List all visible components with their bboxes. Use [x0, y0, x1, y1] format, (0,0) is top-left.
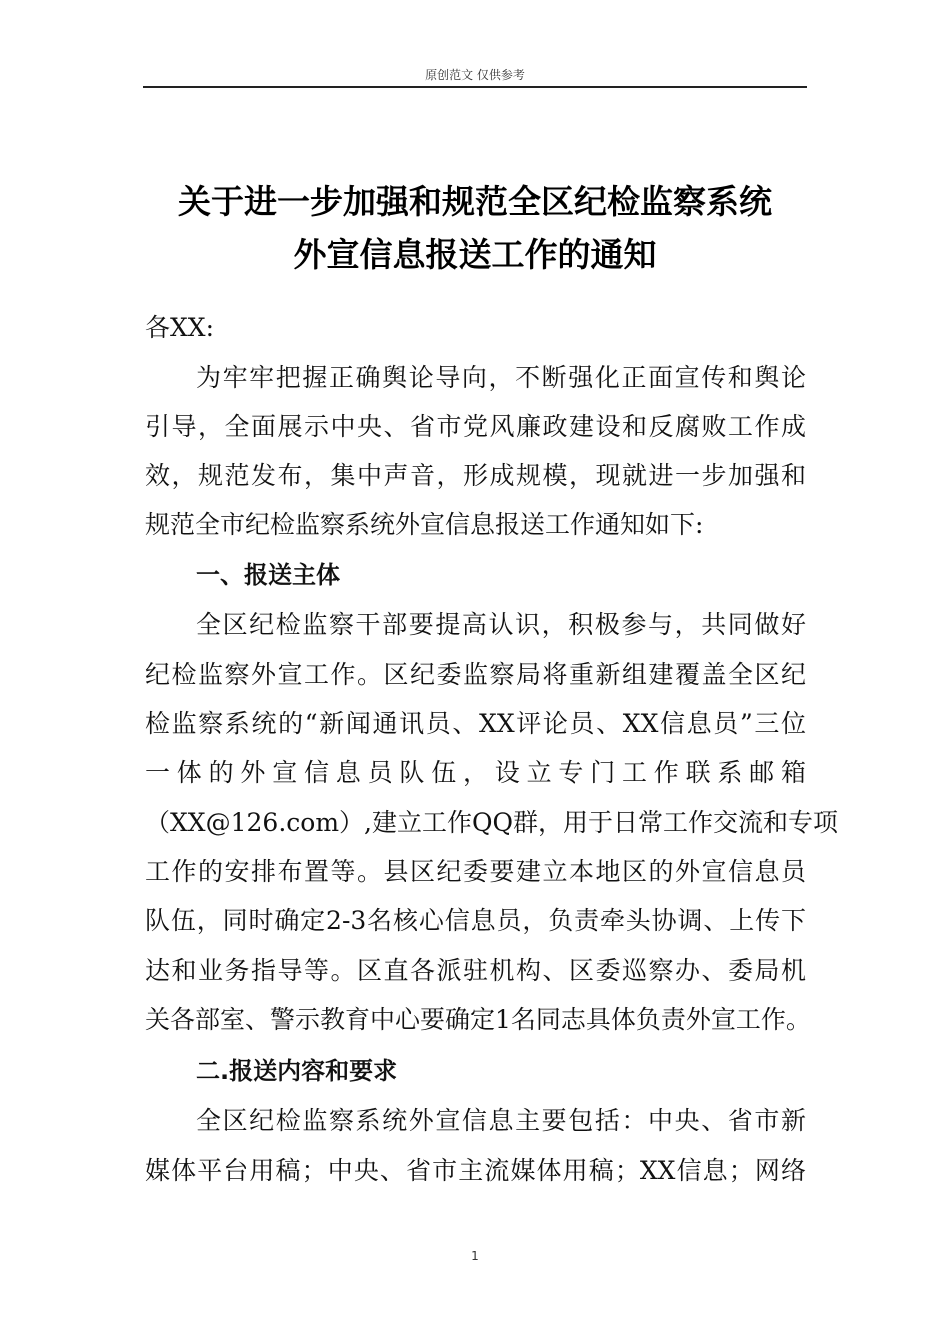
paragraph-2-line-3: 检监察系统的“新闻通讯员、XX评论员、XX信息员”三位: [145, 709, 806, 738]
document-title-line-1: 关于进一步加强和规范全区纪检监察系统: [178, 182, 772, 221]
paragraph-3-line-1: 全区纪检监察系统外宣信息主要包括：中央、省市新: [196, 1106, 806, 1135]
paragraph-1-line-2: 引导，全面展示中央、省市党风廉政建设和反腐败工作成: [145, 412, 806, 441]
paragraph-1-line-1: 为牢牢把握正确舆论导向，不断强化正面宣传和舆论: [196, 363, 806, 392]
paragraph-2-line-1: 全区纪检监察干部要提高认识，积极参与，共同做好: [196, 610, 806, 639]
paragraph-2-line-5: （XX@126.com）,建立工作QQ群，用于日常工作交流和专项: [145, 808, 838, 837]
header-divider: [143, 86, 807, 88]
page-number: 1: [471, 1249, 479, 1263]
salutation: 各XX:: [145, 313, 215, 342]
page-header: 原创范文 仅供参考: [425, 68, 525, 82]
paragraph-2-line-6: 工作的安排布置等。县区纪委要建立本地区的外宣信息员: [145, 857, 806, 886]
paragraph-1-line-4: 规范全市纪检监察系统外宣信息报送工作通知如下:: [145, 510, 704, 539]
paragraph-2-line-7: 队伍，同时确定2-3名核心信息员，负责牵头协调、上传下: [145, 906, 806, 935]
paragraph-2-line-4: 一体的外宣信息员队伍，设立专门工作联系邮箱: [145, 758, 806, 787]
paragraph-2-line-2: 纪检监察外宣工作。区纪委监察局将重新组建覆盖全区纪: [145, 660, 806, 689]
section-2-heading: 二.报送内容和要求: [196, 1057, 398, 1085]
paragraph-2-line-9: 关各部室、警示教育中心要确定1名同志具体负责外宣工作。: [145, 1005, 811, 1034]
paragraph-2-line-8: 达和业务指导等。区直各派驻机构、区委巡察办、委局机: [145, 956, 806, 985]
section-1-heading: 一、报送主体: [196, 561, 340, 589]
paragraph-1-line-3: 效，规范发布，集中声音，形成规模，现就进一步加强和: [145, 461, 806, 490]
paragraph-3-line-2: 媒体平台用稿；中央、省市主流媒体用稿；XX信息；网络: [145, 1156, 806, 1185]
document-title-line-2: 外宣信息报送工作的通知: [293, 235, 657, 274]
